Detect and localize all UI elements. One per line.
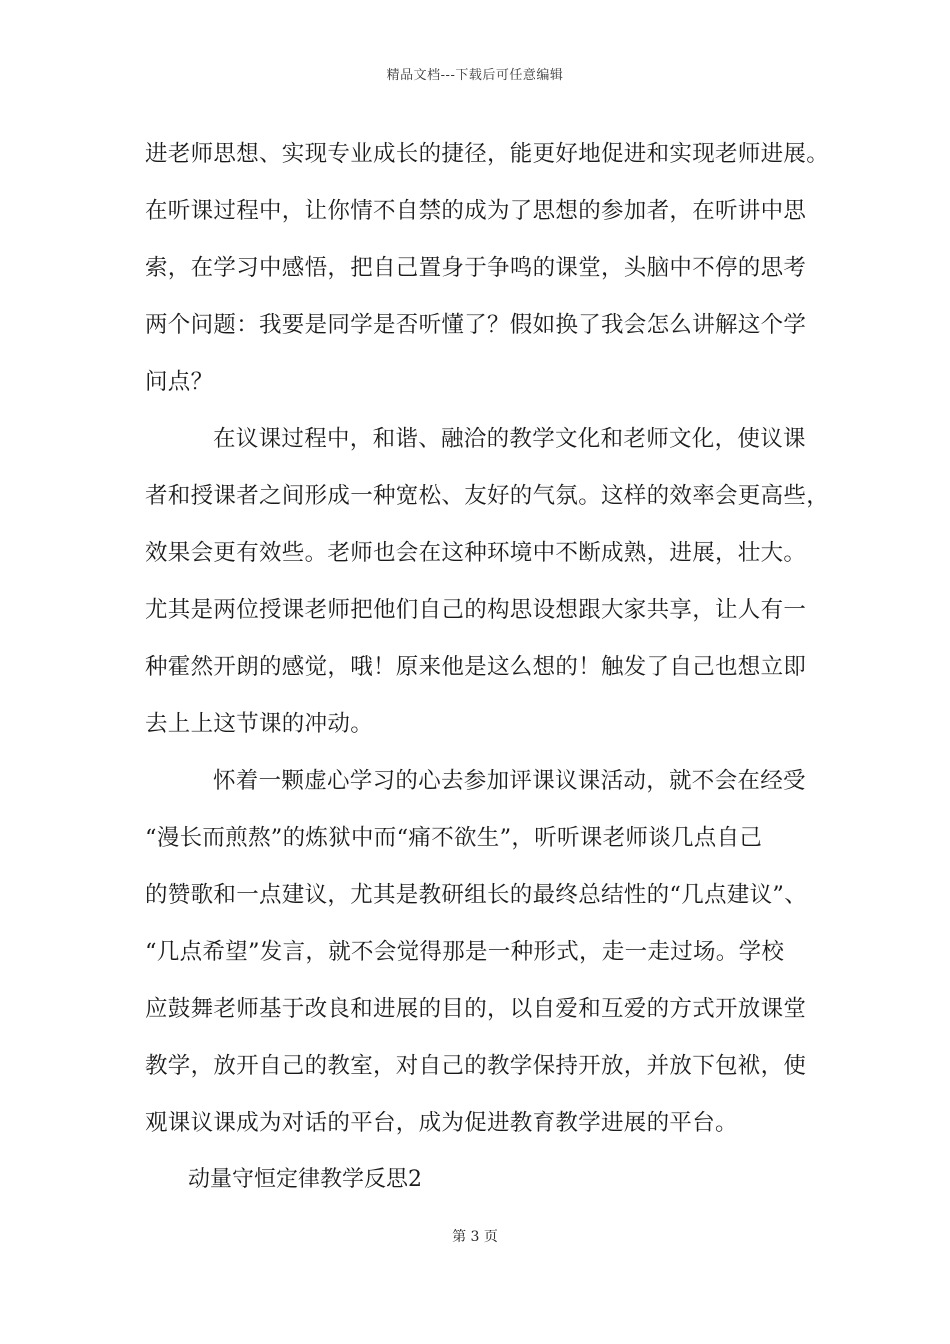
text-line: 的赞歌和一点建议，尤其是教研组长的最终总结性的“几点建议”、 [145, 882, 808, 908]
text-line: 在议课过程中，和谐、融洽的教学文化和老师文化，使议课 [213, 426, 806, 452]
text-line: 索，在学习中感悟，把自己置身于争鸣的课堂，头脑中不停的思考 [145, 255, 807, 281]
text-line: 怀着一颗虚心学习的心去参加评课议课活动，就不会在经受 [213, 768, 806, 794]
text-line: “几点希望”发言，就不会觉得那是一种形式，走一走过场。学校 [145, 939, 785, 965]
text-line: 问点？ [145, 369, 214, 395]
text-line: 在听课过程中，让你情不自禁的成为了思想的参加者，在听讲中思 [145, 198, 807, 224]
paragraph-2 [145, 411, 830, 753]
text-line: 教学，放开自己的教室，对自己的教学保持开放，并放下包袱，使 [145, 1053, 807, 1079]
text-line: “漫长而煎熬”的炼狱中而“痛不欲生”，听听课老师谈几点自己 [145, 825, 763, 851]
text-line: 观课议课成为对话的平台，成为促进教育教学进展的平台。 [145, 1110, 738, 1136]
text-line: 两个问题：我要是同学是否听懂了？假如换了我会怎么讲解这个学 [145, 312, 807, 338]
text-line: 种霍然开朗的感觉，哦！原来他是这么想的！触发了自己也想立即 [145, 654, 807, 680]
paragraph-3 [145, 753, 825, 1152]
page-header: 精品文档---下载后可任意编辑 [386, 68, 564, 83]
section-heading: 动量守恒定律教学反思2 [188, 1167, 422, 1192]
text-line: 尤其是两位授课老师把他们自己的构思设想跟大家共享，让人有一 [145, 597, 807, 623]
text-line: 者和授课者之间形成一种宽松、友好的气氛。这样的效率会更高些， [145, 483, 830, 509]
text-line: 去上上这节课的冲动。 [145, 711, 374, 737]
text-line: 效果会更有效些。老师也会在这种环境中不断成熟，进展，壮大。 [145, 540, 807, 566]
paragraph-1 [145, 126, 830, 411]
text-line: 进老师思想、实现专业成长的捷径，能更好地促进和实现老师进展。 [145, 141, 830, 167]
document-body [145, 126, 830, 1152]
page-number: 第 3 页 [452, 1229, 498, 1245]
text-line: 应鼓舞老师基于改良和进展的目的，以自爱和互爱的方式开放课堂 [145, 996, 807, 1022]
